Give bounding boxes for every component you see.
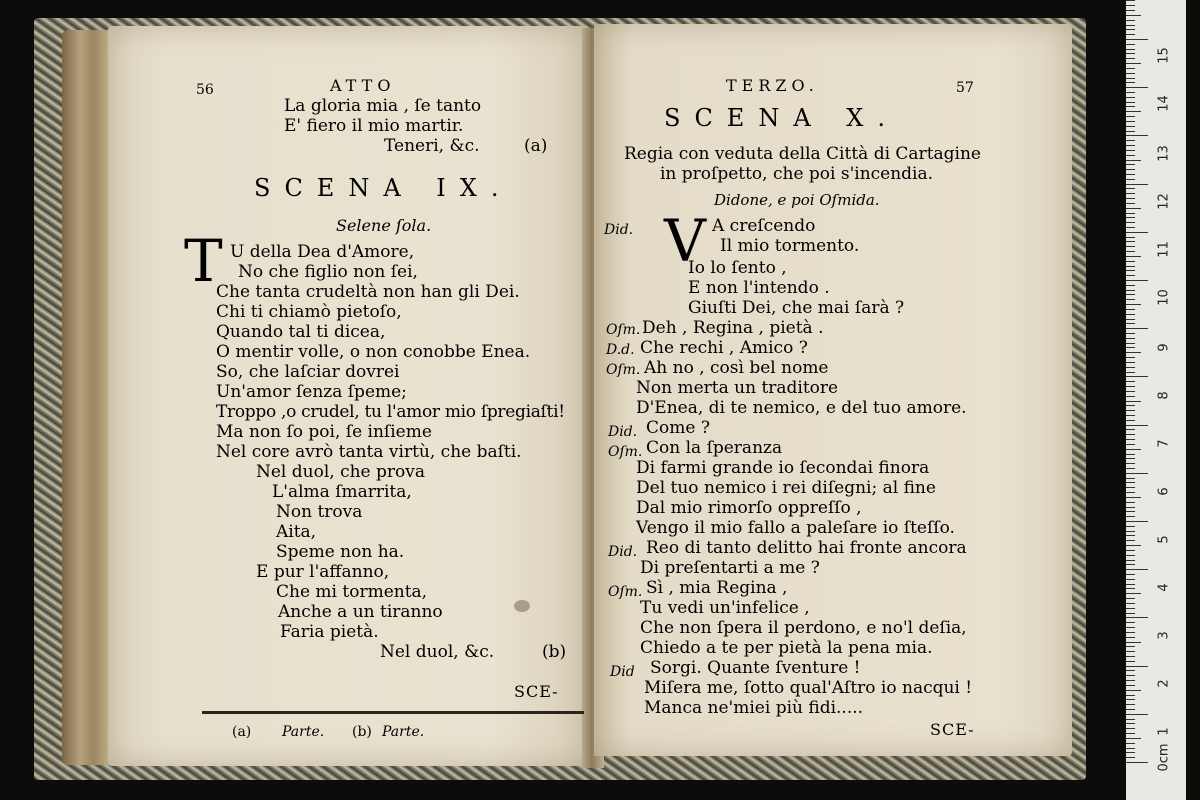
ruler-tick (1126, 627, 1135, 628)
ruler-tick (1126, 328, 1148, 329)
ruler-tick (1126, 126, 1135, 127)
ruler-tick (1126, 188, 1135, 189)
ruler-tick (1126, 637, 1135, 638)
ruler-tick (1126, 309, 1135, 310)
ruler-tick (1126, 415, 1135, 416)
aria-line: Non trova (276, 502, 363, 522)
ruler-tick (1126, 294, 1135, 295)
drop-cap: T (184, 227, 223, 295)
ruler-tick (1126, 439, 1135, 440)
ruler-tick (1126, 155, 1135, 156)
footnote-text: Parte. (382, 724, 425, 740)
ruler-tick (1126, 246, 1135, 247)
ruler-tick (1126, 270, 1135, 271)
right-running-header: TERZO. (726, 76, 819, 95)
verse-line: U della Dea d'Amore, (230, 242, 415, 262)
ruler-tick (1126, 232, 1148, 233)
ruler-tick (1126, 25, 1135, 26)
ruler-tick (1126, 116, 1135, 117)
ruler-tick (1126, 757, 1135, 758)
ruler-tick (1126, 579, 1135, 580)
dialogue-line: A creſcendo (712, 216, 816, 236)
speaker: Did. (604, 222, 634, 238)
ruler-tick (1126, 656, 1135, 657)
aria-reprise: Teneri, &c. (384, 136, 480, 156)
verse-line: Chi ti chiamò pietoſo, (216, 302, 402, 322)
ruler-tick (1126, 434, 1135, 435)
ruler-tick (1126, 111, 1141, 112)
verse-line: Troppo ,o crudel, tu l'amor mio ſpregiaſti! (216, 402, 565, 422)
ruler-tick (1126, 564, 1135, 565)
ruler-tick (1126, 102, 1135, 103)
ruler-tick (1126, 92, 1135, 93)
ruler-tick (1126, 241, 1135, 242)
verse-line: E' fiero il mio martir. (284, 116, 464, 136)
footnote-rule (202, 711, 584, 714)
ruler-tick (1126, 468, 1135, 469)
ruler-tick (1126, 121, 1135, 122)
ruler-tick (1126, 507, 1135, 508)
ruler-tick (1126, 376, 1148, 377)
ruler-tick (1126, 482, 1135, 483)
ruler-tick (1126, 203, 1135, 204)
ruler-tick (1126, 420, 1135, 421)
ruler-tick (1126, 622, 1135, 623)
ruler-tick (1126, 367, 1135, 368)
ruler-tick (1126, 343, 1135, 344)
ruler-tick (1126, 405, 1135, 406)
verse-line: No che figlio non ſei, (238, 262, 418, 282)
ruler-tick (1126, 733, 1135, 734)
dialogue-line: Di preſentarti a me ? (640, 558, 820, 578)
right-page-number: 57 (956, 80, 974, 96)
ruler-tick (1126, 372, 1135, 373)
dialogue-line: Il mio tormento. (720, 236, 860, 256)
ruler-tick (1126, 150, 1135, 151)
ruler-tick (1126, 333, 1135, 334)
ruler-tick (1126, 44, 1135, 45)
left-page-number: 56 (196, 82, 214, 98)
ruler-tick (1126, 82, 1135, 83)
aria-reprise: Nel duol, &c. (380, 642, 495, 662)
ruler-tick (1126, 487, 1135, 488)
ruler-label: 6 (1156, 487, 1172, 496)
scene-title: SCENA X. (664, 104, 899, 132)
ruler-tick (1126, 521, 1148, 522)
ruler-tick (1126, 213, 1135, 214)
speaker: Did (610, 664, 635, 680)
ruler-tick (1126, 695, 1135, 696)
ruler-tick (1126, 20, 1135, 21)
verse-line: Nel core avrò tanta virtù, che baſti. (216, 442, 522, 462)
ruler-label: 5 (1156, 535, 1172, 544)
ruler-tick (1126, 49, 1135, 50)
scene-characters: Didone, e poi Oſmida. (714, 191, 880, 209)
speaker: D.d. (606, 342, 635, 358)
ruler-tick (1126, 290, 1135, 291)
ruler-tick (1126, 473, 1148, 474)
ruler-tick (1126, 738, 1141, 739)
ruler-tick (1126, 714, 1148, 715)
ruler-tick (1126, 87, 1148, 88)
ruler-tick (1126, 535, 1135, 536)
ruler-tick (1126, 347, 1135, 348)
ruler-label: 0cm (1156, 743, 1172, 772)
ruler-tick (1126, 381, 1135, 382)
aria-line: L'alma ſmarrita, (272, 482, 412, 502)
ruler-tick (1126, 261, 1135, 262)
ruler-tick (1126, 588, 1135, 589)
ruler-tick (1126, 608, 1135, 609)
dialogue-line: Dal mio rimorſo oppreſſo , (636, 498, 862, 518)
dialogue-line: Sì , mia Regina , (646, 578, 788, 598)
ruler-tick (1126, 174, 1135, 175)
footnote-marker: (a) (232, 724, 252, 740)
ruler-label: 4 (1156, 583, 1172, 592)
ruler-tick (1126, 39, 1148, 40)
ruler-tick (1126, 338, 1135, 339)
scene-setting: Regia con veduta della Città di Cartagine (624, 144, 981, 164)
ruler-tick (1126, 675, 1135, 676)
ruler-tick (1126, 593, 1141, 594)
ruler-tick (1126, 319, 1135, 320)
ruler-tick (1126, 458, 1135, 459)
ruler-tick (1126, 63, 1141, 64)
ruler-label: 15 (1156, 47, 1172, 64)
ruler-tick (1126, 251, 1135, 252)
catchword: SCE- (514, 682, 559, 701)
ruler-tick (1126, 613, 1135, 614)
ruler-tick (1126, 531, 1135, 532)
ruler-label: 8 (1156, 391, 1172, 400)
ruler-tick (1126, 680, 1135, 681)
ruler-tick (1126, 719, 1135, 720)
ruler-tick (1126, 540, 1135, 541)
ruler-tick (1126, 362, 1135, 363)
dialogue-line: Vengo il mio fallo a paleſare io ſteſſo. (636, 518, 955, 538)
ruler-tick (1126, 58, 1135, 59)
ruler-tick (1126, 169, 1135, 170)
ruler-tick (1126, 314, 1135, 315)
ruler-tick (1126, 598, 1135, 599)
dialogue-line: Con la ſperanza (646, 438, 783, 458)
dialogue-line: Deh , Regina , pietà . (642, 318, 824, 338)
ruler-label: 7 (1156, 439, 1172, 448)
ruler-tick (1126, 29, 1135, 30)
ruler-tick (1126, 444, 1135, 445)
ruler-tick (1126, 184, 1148, 185)
dialogue-line: Reo di tanto delitto hai fronte ancora (646, 538, 967, 558)
ruler-tick (1126, 545, 1141, 546)
ruler-tick (1126, 145, 1135, 146)
dialogue-line: Di farmi grande io ſecondai finora (636, 458, 930, 478)
ruler-tick (1126, 237, 1135, 238)
ruler-tick (1126, 748, 1135, 749)
aria-line: E pur l'affanno, (256, 562, 390, 582)
left-running-header: ATTO (330, 76, 396, 95)
ruler-tick (1126, 574, 1135, 575)
ruler-label: 14 (1156, 95, 1172, 112)
dialogue-line: Io lo ſento , (688, 258, 787, 278)
ruler-tick (1126, 454, 1135, 455)
ruler-tick (1126, 690, 1141, 691)
ruler-tick (1126, 560, 1135, 561)
ruler-tick (1126, 550, 1135, 551)
ruler-tick (1126, 569, 1148, 570)
drop-cap: V (664, 207, 706, 275)
ruler-tick (1126, 743, 1135, 744)
ruler-tick (1126, 266, 1135, 267)
ruler-tick (1126, 78, 1135, 79)
ruler-tick (1126, 140, 1135, 141)
ruler-label: 11 (1156, 241, 1172, 258)
ink-stain (514, 600, 530, 612)
verse-line: O mentir volle, o non conobbe Enea. (216, 342, 531, 362)
aria-line: Speme non ha. (276, 542, 405, 562)
verse-line: Ma non ſo poi, ſe inſieme (216, 422, 432, 442)
ruler-tick (1126, 463, 1135, 464)
ruler-tick (1126, 15, 1141, 16)
speaker: Oſm. (606, 322, 641, 338)
dialogue-line: Che non ſpera il perdono, e no'l deſia, (640, 618, 967, 638)
ruler-tick (1126, 410, 1135, 411)
ruler-tick (1126, 0, 1135, 1)
aria-line: Nel duol, che prova (256, 462, 426, 482)
ruler-tick (1126, 449, 1141, 450)
dialogue-line: Tu vedi un'infelice , (640, 598, 810, 618)
dialogue-line: Non merta un traditore (636, 378, 839, 398)
ruler-tick (1126, 352, 1141, 353)
ruler-tick (1126, 53, 1135, 54)
ruler-tick (1126, 285, 1135, 286)
aria-line: Aita, (276, 522, 317, 542)
ruler-tick (1126, 5, 1135, 6)
ruler-tick (1126, 492, 1135, 493)
ruler-tick (1126, 179, 1135, 180)
ruler-tick (1126, 131, 1135, 132)
ruler-tick (1126, 396, 1135, 397)
ruler-tick (1126, 642, 1141, 643)
dialogue-line: D'Enea, di te nemico, e del tuo amore. (636, 398, 967, 418)
dialogue-line: Ah no , così bel nome (644, 358, 829, 378)
ruler-tick (1126, 106, 1135, 107)
ruler-tick (1126, 280, 1148, 281)
footnote-text: Parte. (282, 724, 325, 740)
ruler-tick (1126, 208, 1141, 209)
ruler-tick (1126, 425, 1148, 426)
dialogue-line: Come ? (646, 418, 710, 438)
ruler-tick (1126, 728, 1135, 729)
ruler-tick (1126, 222, 1135, 223)
ruler-tick (1126, 584, 1135, 585)
ruler-tick (1126, 497, 1141, 498)
speaker: Did. (608, 544, 638, 560)
measuring-ruler (1126, 0, 1186, 800)
ruler-tick (1126, 762, 1148, 763)
speaker: Oſm. (608, 444, 643, 460)
ruler-tick (1126, 670, 1135, 671)
ruler-tick (1126, 323, 1135, 324)
page-edges (62, 30, 114, 765)
ruler-label: 13 (1156, 145, 1172, 162)
ruler-tick (1126, 391, 1135, 392)
dialogue-line: Sorgi. Quante ſventure ! (650, 658, 861, 678)
ruler-tick (1126, 34, 1135, 35)
dialogue-line: Del tuo nemico i rei diſegni; al fine (636, 478, 936, 498)
speaker: Oſm. (606, 362, 641, 378)
ruler-tick (1126, 511, 1135, 512)
ruler-tick (1126, 603, 1135, 604)
dialogue-line: E non l'intendo . (688, 278, 830, 298)
ruler-tick (1126, 357, 1135, 358)
dialogue-line: Miſera me, ſotto qual'Aſtro io nacqui ! (644, 678, 973, 698)
ruler-tick (1126, 709, 1135, 710)
ruler-tick (1126, 516, 1135, 517)
ruler-tick (1126, 661, 1135, 662)
ruler-tick (1126, 401, 1141, 402)
ruler-tick (1126, 555, 1135, 556)
ruler-tick (1126, 73, 1135, 74)
ruler-tick (1126, 299, 1135, 300)
ruler-tick (1126, 617, 1148, 618)
ruler-tick (1126, 135, 1148, 136)
verse-line: Un'amor ſenza ſpeme; (216, 382, 407, 402)
ruler-tick (1126, 478, 1135, 479)
scene-setting: in proſpetto, che poi s'incendia. (660, 164, 934, 184)
ruler-tick (1126, 752, 1135, 753)
ruler-tick (1126, 275, 1135, 276)
speaker: Oſm. (608, 584, 643, 600)
ruler-tick (1126, 723, 1135, 724)
footnote-marker: (a) (524, 136, 548, 156)
aria-line: Che mi tormenta, (276, 582, 428, 602)
ruler-tick (1126, 429, 1135, 430)
dialogue-line: Che rechi , Amico ? (640, 338, 808, 358)
ruler-label: 2 (1156, 679, 1172, 688)
ruler-tick (1126, 502, 1135, 503)
aria-line: Faria pietà. (280, 622, 379, 642)
speaker: Did. (608, 424, 638, 440)
verse-line: Che tanta crudeltà non han gli Dei. (216, 282, 520, 302)
ruler-tick (1126, 651, 1135, 652)
ruler-tick (1126, 666, 1148, 667)
scene-title: SCENA IX. (254, 174, 513, 202)
footnote-marker: (b) (542, 642, 567, 662)
dialogue-line: Chiedo a te per pietà la pena mia. (640, 638, 933, 658)
ruler-tick (1126, 704, 1135, 705)
ruler-tick (1126, 198, 1135, 199)
ruler-tick (1126, 632, 1135, 633)
verse-line: Quando tal ti dicea, (216, 322, 386, 342)
ruler-tick (1126, 217, 1135, 218)
ruler-tick (1126, 646, 1135, 647)
ruler-tick (1126, 526, 1135, 527)
ruler-tick (1126, 685, 1135, 686)
ruler-tick (1126, 304, 1141, 305)
scene-subtitle: Selene ſola. (336, 216, 432, 235)
ruler-label: 12 (1156, 193, 1172, 210)
ruler-label: 3 (1156, 631, 1172, 640)
ruler-label: 9 (1156, 343, 1172, 352)
ruler-tick (1126, 227, 1135, 228)
ruler-tick (1126, 193, 1135, 194)
ruler-tick (1126, 699, 1135, 700)
ruler-tick (1126, 386, 1135, 387)
ruler-tick (1126, 10, 1135, 11)
aria-line: Anche a un tiranno (278, 602, 443, 622)
verse-line: La gloria mia , ſe tanto (284, 96, 482, 116)
ruler-tick (1126, 97, 1135, 98)
ruler-label: 1 (1156, 727, 1172, 736)
ruler-tick (1126, 256, 1141, 257)
ruler-tick (1126, 164, 1135, 165)
footnote-marker: (b) (352, 724, 372, 740)
ruler-label: 10 (1156, 289, 1172, 306)
catchword: SCE- (930, 720, 975, 739)
dialogue-line: Manca ne'miei più fidi..... (644, 698, 864, 718)
ruler-tick (1126, 68, 1135, 69)
dialogue-line: Giuſti Dei, che mai ſarà ? (688, 298, 905, 318)
ruler-tick (1126, 160, 1141, 161)
verse-line: So, che laſciar dovrei (216, 362, 400, 382)
